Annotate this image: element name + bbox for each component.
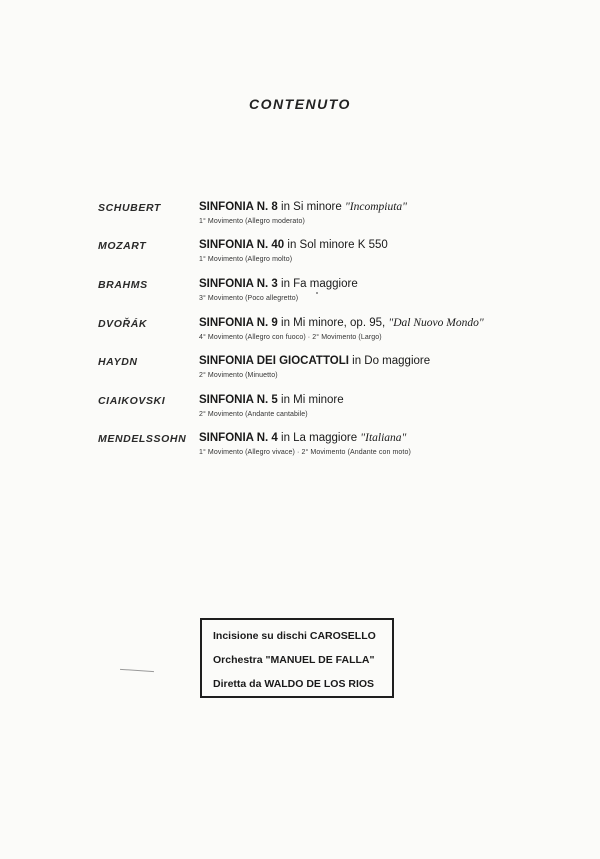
movements: 2° Movimento (Andante cantabile) <box>199 411 308 418</box>
composer-name: MENDELSSOHN <box>98 433 187 445</box>
movements: 3° Movimento (Poco allegretto) <box>199 295 299 302</box>
conductor-credit <box>213 678 374 690</box>
label-name: CAROSELLO <box>309 630 376 642</box>
key: in Mi minore, op. 95, <box>281 317 386 329</box>
work-title <box>199 432 406 444</box>
composer-name: BRAHMS <box>98 279 148 291</box>
symphony-number: SINFONIA N. 40 <box>199 239 285 251</box>
key: in Mi minore <box>281 394 344 406</box>
key: in Si minore <box>281 201 342 213</box>
credit-prefix: Diretta da <box>213 678 262 690</box>
credits-box <box>200 618 394 698</box>
key: in Fa maggiore <box>281 278 358 290</box>
page-title: CONTENUTO <box>249 96 351 112</box>
work-title <box>199 355 430 367</box>
subtitle: "Incompiuta" <box>344 201 407 213</box>
work-title <box>199 201 407 213</box>
scan-mark <box>120 669 154 672</box>
orchestra-name: "MANUEL DE FALLA" <box>265 654 375 666</box>
key: in La maggiore <box>281 432 358 444</box>
movements: 1° Movimento (Allegro molto) <box>199 256 293 263</box>
symphony-number: SINFONIA N. 4 <box>199 432 278 444</box>
credit-prefix: Orchestra <box>213 654 263 666</box>
work-title <box>199 239 388 251</box>
work-title <box>199 317 484 329</box>
symphony-number: SINFONIA N. 8 <box>199 201 278 213</box>
symphony-number: SINFONIA N. 5 <box>199 394 278 406</box>
composer-name: SCHUBERT <box>98 202 161 214</box>
key: in Sol minore K 550 <box>287 239 388 251</box>
orchestra-credit <box>213 654 374 666</box>
movements: 2° Movimento (Minuetto) <box>199 372 278 379</box>
composer-name: CIAIKOVSKI <box>98 395 166 407</box>
composer-name: HAYDN <box>98 356 138 368</box>
movements: 1° Movimento (Allegro vivace) · 2° Movimento (Andante con moto) <box>199 449 411 456</box>
subtitle: "Dal Nuovo Mondo" <box>388 317 484 329</box>
work-title <box>199 278 358 290</box>
label-credit <box>213 630 376 642</box>
composer-name: DVOŘÁK <box>98 318 148 330</box>
credit-prefix: Incisione su dischi <box>213 630 307 642</box>
composer-name: MOZART <box>98 240 147 252</box>
subtitle: "Italiana" <box>360 432 407 444</box>
symphony-number: SINFONIA DEI GIOCATTOLI <box>199 355 349 367</box>
movements: 1° Movimento (Allegro moderato) <box>199 218 305 225</box>
work-title <box>199 394 344 406</box>
symphony-number: SINFONIA N. 3 <box>199 278 278 290</box>
conductor-name: WALDO DE LOS RIOS <box>264 678 375 690</box>
movements: 4° Movimento (Allegro con fuoco) · 2° Movimento (Largo) <box>199 334 382 341</box>
key: in Do maggiore <box>352 355 431 367</box>
scan-speck <box>316 292 318 294</box>
symphony-number: SINFONIA N. 9 <box>199 317 278 329</box>
